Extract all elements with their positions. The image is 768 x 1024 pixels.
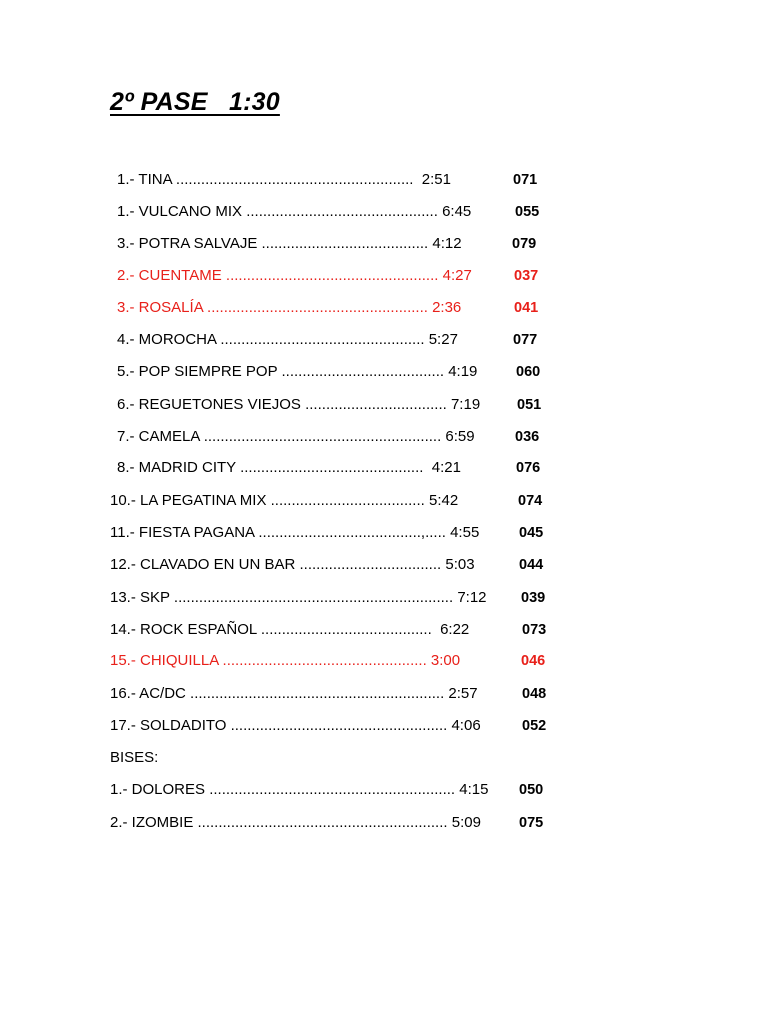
song-title-duration: 5.- POP SIEMPRE POP ....................................... 4:19	[117, 363, 478, 380]
list-item	[0, 394, 768, 416]
list-item	[0, 522, 768, 544]
bises-heading: BISES:	[110, 749, 159, 766]
song-title-duration: 6.- REGUETONES VIEJOS .................................. 7:19	[117, 396, 481, 413]
song-title-duration: 16.- AC/DC ............................................................. 2:57	[110, 685, 478, 702]
song-title-duration: 7.- CAMELA ......................................................... 6:59	[117, 428, 475, 445]
song-code: 037	[514, 268, 539, 284]
list-item	[0, 683, 768, 705]
list-item	[0, 169, 768, 191]
song-code: 039	[521, 590, 546, 606]
song-code: 055	[515, 204, 540, 220]
list-item	[0, 490, 768, 512]
song-code: 076	[516, 460, 541, 476]
list-item	[0, 587, 768, 609]
page-title: 2º PASE 1:30	[110, 88, 280, 116]
song-code: 071	[513, 172, 538, 188]
song-title-duration: 1.- DOLORES ........................................................... 4:15	[110, 781, 489, 798]
list-item	[0, 426, 768, 448]
list-item	[0, 457, 768, 479]
song-title-duration: 10.- LA PEGATINA MIX ..................................... 5:42	[110, 492, 459, 509]
song-title-duration: 13.- SKP ................................................................... 7:12	[110, 589, 487, 606]
song-code: 044	[519, 557, 544, 573]
song-title-duration: 12.- CLAVADO EN UN BAR .................................. 5:03	[110, 556, 475, 573]
song-title-duration: 1.- VULCANO MIX .............................................. 6:45	[117, 203, 472, 220]
song-title-duration: 17.- SOLDADITO .................................................... 4:06	[110, 717, 481, 734]
song-title-duration: 3.- POTRA SALVAJE ........................................ 4:12	[117, 235, 462, 252]
song-code: 075	[519, 815, 544, 831]
song-title-duration: 3.- ROSALÍA ..................................................... 2:36	[117, 299, 462, 316]
song-title-duration: 11.- FIESTA PAGANA .......................................,..... 4:55	[110, 524, 480, 541]
song-code: 050	[519, 782, 544, 798]
song-code: 045	[519, 525, 544, 541]
list-item	[0, 554, 768, 576]
song-code: 048	[522, 686, 547, 702]
song-code: 041	[514, 300, 539, 316]
song-title-duration: 4.- MOROCHA ................................................. 5:27	[117, 331, 458, 348]
list-item	[0, 265, 768, 287]
list-item	[0, 779, 768, 801]
song-code: 036	[515, 429, 540, 445]
song-code: 060	[516, 364, 541, 380]
list-item	[0, 297, 768, 319]
list-item	[0, 201, 768, 223]
song-title-duration: 14.- ROCK ESPAÑOL ......................................... 6:22	[110, 621, 470, 638]
list-item	[0, 361, 768, 383]
list-item	[0, 619, 768, 641]
song-code: 077	[513, 332, 538, 348]
song-title-duration: 2.- CUENTAME ................................................... 4:27	[117, 267, 472, 284]
list-item	[0, 329, 768, 351]
song-code: 051	[517, 397, 542, 413]
song-title-duration: 1.- TINA ......................................................... 2:51	[117, 171, 451, 188]
song-code: 046	[521, 653, 546, 669]
list-item	[0, 233, 768, 255]
song-code: 074	[518, 493, 543, 509]
song-code: 052	[522, 718, 547, 734]
song-title-duration: 2.- IZOMBIE ............................................................ 5:09	[110, 814, 481, 831]
song-code: 073	[522, 622, 547, 638]
song-title-duration: 8.- MADRID CITY ............................................ 4:21	[117, 459, 461, 476]
list-item	[0, 650, 768, 672]
song-title-duration: 15.- CHIQUILLA ................................................. 3:00	[110, 652, 461, 669]
list-item	[0, 715, 768, 737]
song-code: 079	[512, 236, 537, 252]
list-item	[0, 812, 768, 834]
